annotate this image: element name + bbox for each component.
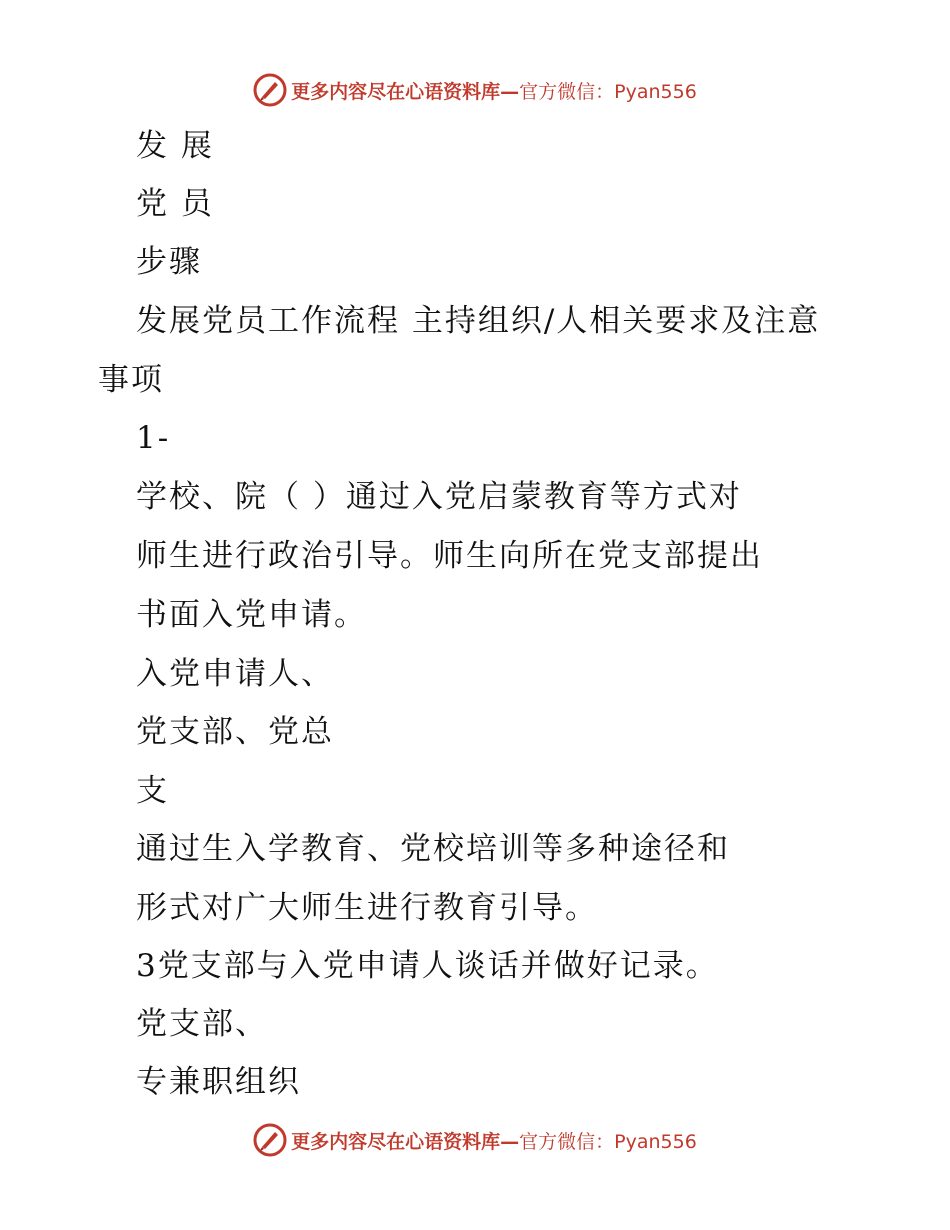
text-line: 形式对广大师生进行教育引导。 bbox=[136, 890, 598, 926]
text-line: 1- bbox=[136, 420, 171, 456]
text-line: 专兼职组织 bbox=[136, 1064, 301, 1100]
text-line: 入党申请人、 bbox=[136, 656, 334, 692]
text-line: 党支部、 bbox=[136, 1006, 268, 1042]
text-line: 发 展 bbox=[136, 128, 214, 164]
text-line: 党 员 bbox=[136, 186, 214, 222]
banner-text: 更多内容尽在心语资料库— bbox=[291, 80, 520, 103]
text-line: 发展党员工作流程 主持组织/人相关要求及注意 bbox=[136, 303, 821, 339]
banner-wechat: 官方微信：Pyan556 bbox=[519, 1130, 697, 1153]
text-line: 步骤 bbox=[136, 244, 202, 280]
text-line: 党支部、党总 bbox=[136, 714, 334, 750]
text-line: 通过生入学教育、党校培训等多种途径和 bbox=[136, 831, 730, 867]
text-line: 支 bbox=[136, 773, 169, 809]
text-line: 学校、院（ ）通过入党启蒙教育等方式对 bbox=[136, 479, 742, 515]
banner-wechat: 官方微信：Pyan556 bbox=[519, 80, 697, 103]
text-line: 3党支部与入党申请人谈话并做好记录。 bbox=[136, 948, 719, 984]
footer-banner bbox=[0, 1120, 950, 1160]
text-line: 事项 bbox=[98, 362, 164, 398]
text-line: 书面入党申请。 bbox=[136, 597, 367, 633]
banner-text: 更多内容尽在心语资料库— bbox=[291, 1130, 520, 1153]
text-line: 师生进行政治引导。师生向所在党支部提出 bbox=[136, 538, 763, 574]
quill-logo-icon bbox=[253, 1123, 287, 1157]
